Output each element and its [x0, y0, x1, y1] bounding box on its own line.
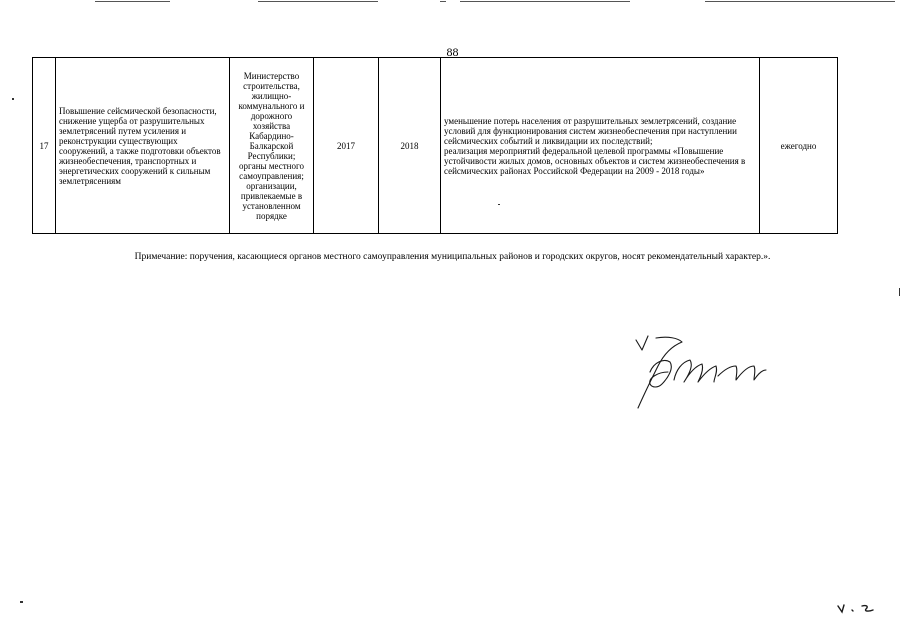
end-year-cell: 2018	[379, 58, 441, 234]
scan-speck	[20, 601, 23, 603]
scan-speck	[899, 288, 900, 296]
scan-speck	[12, 98, 14, 100]
action-plan-table	[32, 57, 838, 234]
scan-top-line	[705, 1, 895, 2]
task-description-cell: Повышение сейсмической безопасности, снижение ущерба от разрушительных землетрясений путем усиления и реконструкции существующих сооружений, а также подготовки объектов жизнеобеспечения, транспортных и энергетических сооружений к сильным землетрясениям	[56, 58, 230, 234]
executors-cell: Министерство строительства, жилищно-коммунального и дорожного хозяйства Кабардино-Балкарской Республики; органы местного самоуправления; организации, привлекаемые в установленном порядке	[230, 58, 314, 234]
signature-image	[628, 332, 768, 412]
scan-top-line	[460, 1, 630, 2]
scan-top-line	[258, 1, 378, 2]
scan-top-line	[95, 1, 170, 2]
table-row	[33, 58, 838, 234]
periodicity-cell: ежегодно	[760, 58, 838, 234]
start-year-cell: 2017	[314, 58, 379, 234]
footnote-note: Примечание: поручения, касающиеся органов местного самоуправления муниципальных районов и городских округов, носят рекомендательный характер.».	[134, 252, 771, 262]
handwritten-mark-image	[836, 602, 876, 616]
expected-result-cell: уменьшение потерь населения от разрушительных землетрясений, создание условий для функционирования систем жизнеобеспечения при наступлении сейсмических событий и ликвидации их последствий; реализация мероприятий федеральной целевой программы «Повышение устойчивости жилых домов, основных объектов и систем жизнеобеспечения в сейсмических районах Российской Федерации на 2009 - 2018 годы»	[441, 58, 760, 234]
scan-speck	[498, 204, 500, 205]
page-number: 88	[446, 45, 459, 59]
scan-top-line	[440, 1, 446, 2]
row-number-cell: 17	[33, 58, 56, 234]
